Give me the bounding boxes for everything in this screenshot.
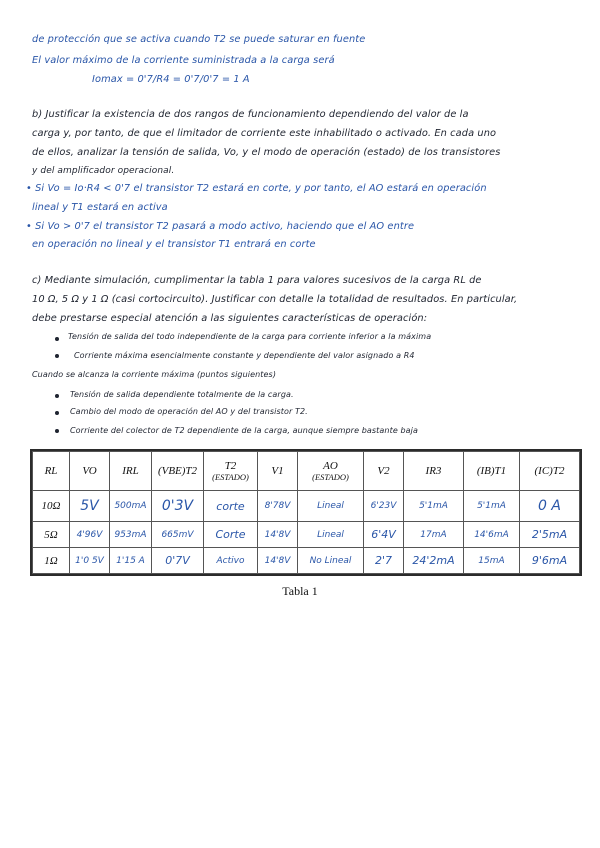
answer-b-line-1: • Si Vo = Io·R4 < 0'7 el transistor T2 estará en corte, y por tanto, el AO estará en operación bbox=[26, 183, 487, 194]
cell-ic-t2: 9'6mA bbox=[520, 548, 580, 574]
cell-ao-state: Lineal bbox=[298, 522, 364, 548]
cell-irl: 953mA bbox=[110, 522, 152, 548]
cell-ir3: 5'1mA bbox=[404, 491, 464, 522]
cell-t2-state: Activo bbox=[204, 548, 258, 574]
header-ir3: IR3 bbox=[404, 452, 464, 491]
table-row bbox=[33, 491, 580, 522]
header-v2: V2 bbox=[364, 452, 404, 491]
answer-b-line-2: lineal y T1 estará en activa bbox=[32, 202, 168, 213]
cell-ir3: 24'2mA bbox=[404, 548, 464, 574]
cell-v2: 6'4V bbox=[364, 522, 404, 548]
cell-v1: 8'78V bbox=[258, 491, 298, 522]
question-c-line-3: debe prestarse especial atención a las siguientes características de operación: bbox=[32, 313, 428, 324]
characteristic-5: Cambio del modo de operación del AO y del transistor T2. bbox=[70, 407, 308, 416]
bullet-1 bbox=[55, 337, 59, 341]
formula-iomax: Iomax = 0'7/R4 = 0'7/0'7 = 1 A bbox=[92, 74, 250, 85]
cell-t2-state: corte bbox=[204, 491, 258, 522]
results-table bbox=[30, 449, 582, 576]
cell-v1: 14'8V bbox=[258, 548, 298, 574]
text-line-1: de protección que se activa cuando T2 se puede saturar en fuente bbox=[32, 34, 366, 45]
header-irl: IRL bbox=[110, 452, 152, 491]
cell-ir3: 17mA bbox=[404, 522, 464, 548]
bullet-3 bbox=[55, 394, 59, 398]
cell-irl: 500mA bbox=[110, 491, 152, 522]
question-b-line-4: y del amplificador operacional. bbox=[32, 166, 175, 176]
cell-ic-t2: 2'5mA bbox=[520, 522, 580, 548]
cell-ao-state: No Lineal bbox=[298, 548, 364, 574]
bullet-4 bbox=[55, 411, 59, 415]
text-line-2: El valor máximo de la corriente suministrada a la carga será bbox=[32, 55, 335, 66]
cell-vbe: 0'3V bbox=[152, 491, 204, 522]
header-vo: VO bbox=[70, 452, 110, 491]
header-t2-state: T2 (ESTADO) bbox=[204, 452, 258, 491]
cell-ib-t1: 14'6mA bbox=[464, 522, 520, 548]
cell-vo: 1'0 5V bbox=[70, 548, 110, 574]
cell-ib-t1: 15mA bbox=[464, 548, 520, 574]
table-caption: Tabla 1 bbox=[282, 584, 318, 598]
header-ic-t2: (IC)T2 bbox=[520, 452, 580, 491]
cell-vo: 4'96V bbox=[70, 522, 110, 548]
header-ib-t1: (IB)T1 bbox=[464, 452, 520, 491]
cell-rl: 1Ω bbox=[33, 548, 70, 574]
bullet-5 bbox=[55, 429, 59, 433]
cell-rl: 10Ω bbox=[33, 491, 70, 522]
question-b-line-1: b) Justificar la existencia de dos rangos de funcionamiento dependiendo del valor de la bbox=[32, 109, 469, 120]
header-ao-state: AO (ESTADO) bbox=[298, 452, 364, 491]
header-v1: V1 bbox=[258, 452, 298, 491]
cell-vo: 5V bbox=[70, 491, 110, 522]
cell-v1: 14'8V bbox=[258, 522, 298, 548]
answer-b-line-3: • Si Vo > 0'7 el transistor T2 pasará a modo activo, haciendo que el AO entre bbox=[26, 221, 415, 232]
cell-v2: 6'23V bbox=[364, 491, 404, 522]
question-b-line-2: carga y, por tanto, de que el limitador de corriente este inhabilitado o activado. En cada uno bbox=[32, 128, 497, 139]
question-c-line-1: c) Mediante simulación, cumplimentar la tabla 1 para valores sucesivos de la carga RL de bbox=[32, 275, 482, 286]
question-c-line-2: 10 Ω, 5 Ω y 1 Ω (casi cortocircuito). Justificar con detalle la totalidad de resultados. En particular, bbox=[32, 294, 518, 305]
cell-ic-t2: 0 A bbox=[520, 491, 580, 522]
cell-v2: 2'7 bbox=[364, 548, 404, 574]
cell-ao-state: Lineal bbox=[298, 491, 364, 522]
characteristic-4: Tensión de salida dependiente totalmente de la carga. bbox=[70, 390, 294, 399]
header-vbe-t2: (VBE)T2 bbox=[152, 452, 204, 491]
question-b-line-3: de ellos, analizar la tensión de salida, Vo, y el modo de operación (estado) de los transistores bbox=[32, 147, 501, 158]
header-rl: RL bbox=[33, 452, 70, 491]
cell-vbe: 0'7V bbox=[152, 548, 204, 574]
table-row bbox=[33, 548, 580, 574]
cell-vbe: 665mV bbox=[152, 522, 204, 548]
cell-irl: 1'15 A bbox=[110, 548, 152, 574]
characteristic-6: Corriente del colector de T2 dependiente de la carga, aunque siempre bastante baja bbox=[70, 426, 418, 435]
characteristic-3: Cuando se alcanza la corriente máxima (puntos siguientes) bbox=[32, 370, 277, 379]
characteristic-2: Corriente máxima esencialmente constante y dependiente del valor asignado a R4 bbox=[74, 351, 415, 360]
cell-rl: 5Ω bbox=[33, 522, 70, 548]
characteristic-1: Tensión de salida del todo independiente de la carga para corriente inferior a la máxima bbox=[68, 332, 432, 341]
table-header-row bbox=[33, 452, 580, 491]
answer-b-line-4: en operación no lineal y el transistor T1 entrará en corte bbox=[32, 239, 316, 250]
cell-ib-t1: 5'1mA bbox=[464, 491, 520, 522]
table-row bbox=[33, 522, 580, 548]
cell-t2-state: Corte bbox=[204, 522, 258, 548]
bullet-2 bbox=[55, 354, 59, 358]
